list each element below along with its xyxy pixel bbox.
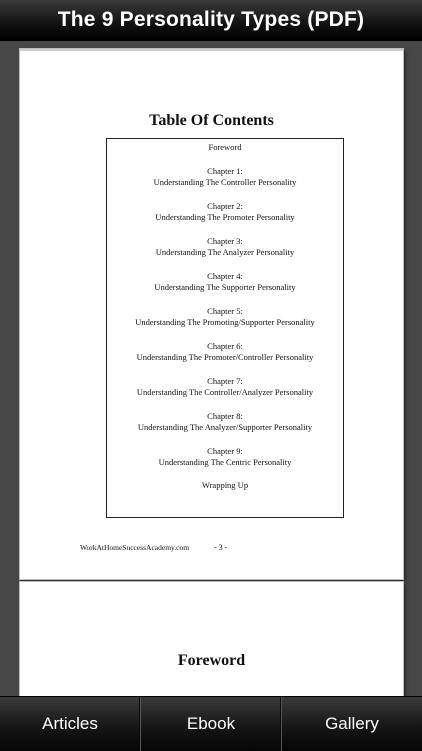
toc-line: Chapter 8: — [207, 411, 243, 421]
toc-line: Chapter 6: — [207, 341, 243, 351]
toc-line: Chapter 9: — [207, 446, 243, 456]
page-footer-site: WorkAtHomeSuccessAcademy.com — [80, 543, 190, 552]
pdf-page — [20, 49, 403, 579]
toc-line: Chapter 1: — [207, 166, 243, 176]
toc-line: Understanding The Analyzer/Supporter Personality — [137, 422, 313, 432]
toc-line: Chapter 2: — [207, 201, 243, 211]
nav-title: The 9 Personality Types (PDF) — [57, 8, 365, 31]
toc-line: Chapter 3: — [207, 236, 243, 246]
toc-box — [106, 138, 344, 518]
nav-bar — [0, 0, 422, 41]
toc-line: Understanding The Analyzer Personality — [155, 247, 295, 257]
toc-line: Chapter 4: — [207, 271, 243, 281]
toc-line: Understanding The Promoting/Supporter Personality — [135, 317, 315, 327]
toc-line: Chapter 5: — [207, 306, 243, 316]
toc-line: Understanding The Promoter/Controller Personality — [136, 352, 314, 362]
toc-line: Foreword — [208, 142, 242, 152]
toc-line: Understanding The Controller Personality — [153, 177, 297, 187]
tab-ebook[interactable]: Ebook — [141, 697, 282, 751]
foreword-heading: Foreword — [177, 652, 246, 669]
pdf-viewer[interactable] — [0, 41, 422, 696]
page-number: - 3 - — [214, 543, 228, 552]
toc-line: Wrapping Up — [201, 480, 249, 490]
tab-articles[interactable]: Articles — [0, 697, 141, 751]
toc-line: Understanding The Supporter Personality — [154, 282, 296, 292]
tab-gallery[interactable]: Gallery — [325, 714, 379, 733]
toc-line: Understanding The Centric Personality — [158, 457, 292, 467]
pdf-page — [20, 582, 403, 696]
toc-line: Understanding The Promoter Personality — [155, 212, 295, 222]
toc-line: Understanding The Controller/Analyzer Personality — [136, 387, 314, 397]
toc-line: Chapter 7: — [207, 376, 243, 386]
toc-heading: Table Of Contents — [149, 112, 274, 129]
tab-bar — [0, 696, 422, 751]
